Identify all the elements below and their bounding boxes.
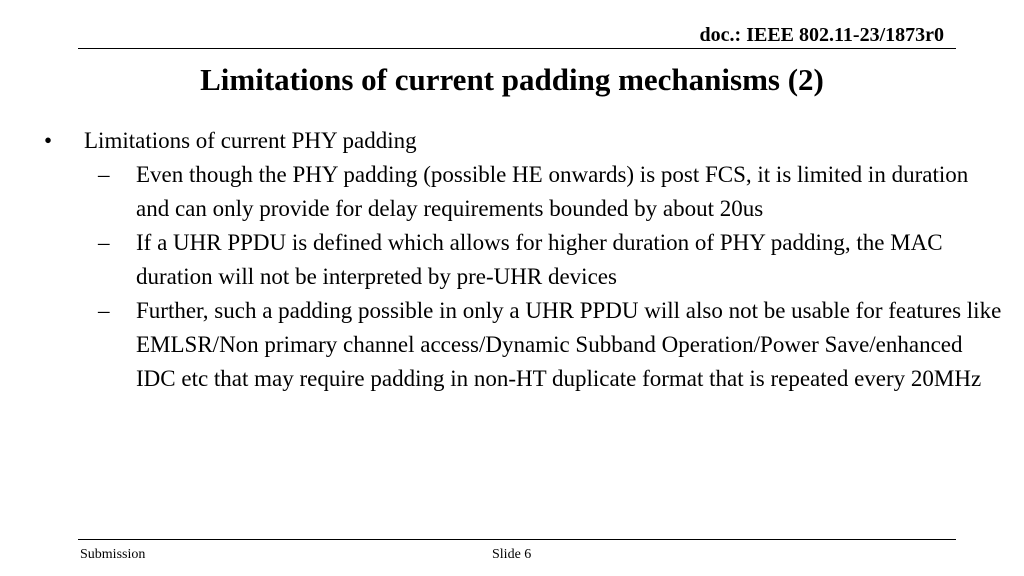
bullet-item bbox=[40, 124, 1010, 158]
sub-bullet-item bbox=[40, 226, 1006, 294]
sub-bullet-marker: – bbox=[98, 298, 110, 323]
sub-bullet-marker: – bbox=[98, 230, 110, 255]
footer-slide-number: Slide 6 bbox=[492, 547, 532, 562]
footer-submission-label: Submission bbox=[80, 547, 146, 562]
bullet-marker: • bbox=[44, 128, 53, 153]
sub-bullet-item bbox=[40, 294, 1006, 396]
slide-body bbox=[40, 124, 1010, 396]
sub-bullet-text: Further, such a padding possible in only a UHR PPDU will also not be usable for features like EMLSR/Non primary channel access/Dynamic Subband Operation/Power Save/enhanced IDC etc that may require padding in non-HT duplicate format that is repeated every 20MHz bbox=[136, 298, 1002, 391]
slide-title: Limitations of current padding mechanisms (2) bbox=[200, 62, 824, 97]
sub-bullet-item bbox=[40, 158, 1006, 226]
sub-bullet-text: Even though the PHY padding (possible HE onwards) is post FCS, it is limited in duration and can only provide for delay requirements bounded by about 20us bbox=[136, 162, 969, 221]
sub-bullet-text: If a UHR PPDU is defined which allows for higher duration of PHY padding, the MAC duration will not be interpreted by pre-UHR devices bbox=[136, 230, 943, 289]
bullet-text: Limitations of current PHY padding bbox=[84, 128, 417, 153]
sub-bullet-marker: – bbox=[98, 162, 110, 187]
header-divider bbox=[78, 48, 956, 49]
footer-divider bbox=[78, 539, 956, 540]
document-id: doc.: IEEE 802.11-23/1873r0 bbox=[699, 24, 944, 46]
